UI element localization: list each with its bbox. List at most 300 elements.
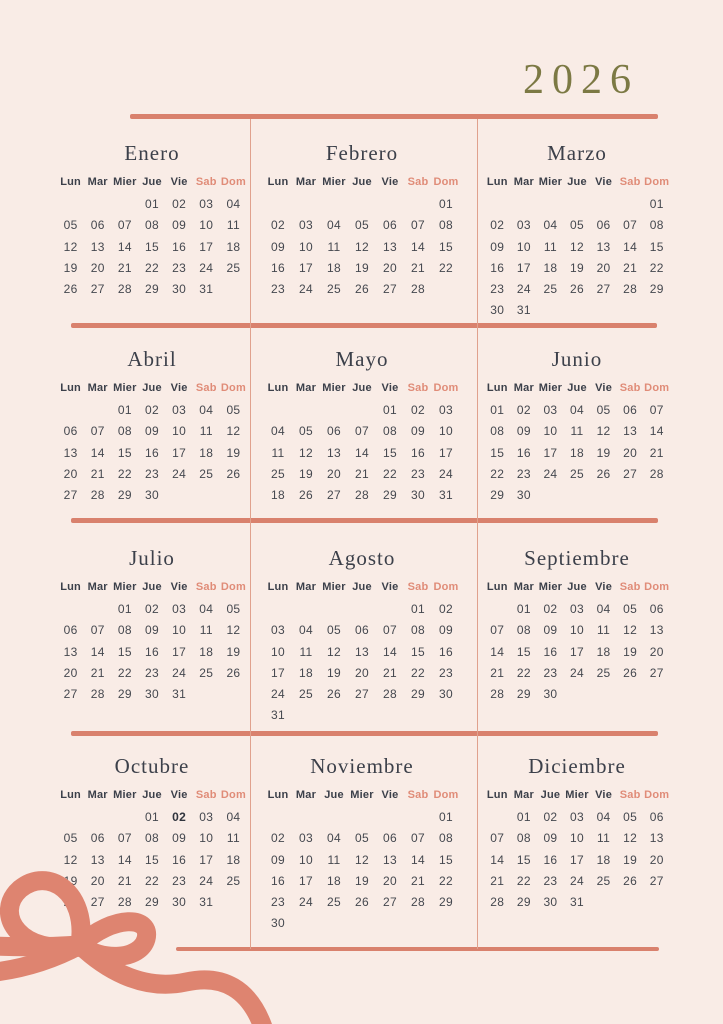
- week-row: [57, 279, 247, 300]
- weekday-label: Lun: [267, 382, 289, 394]
- week-row: [484, 850, 670, 871]
- date-cell: 19: [327, 665, 341, 680]
- weekday-label: Lun: [267, 581, 289, 593]
- weekday-label: Jue: [142, 581, 162, 593]
- date-cell: 05: [299, 424, 313, 439]
- weekday-label: Jue: [567, 382, 587, 394]
- date-cell: 29: [117, 488, 132, 503]
- date-cell: 02: [145, 602, 159, 616]
- date-cell: 21: [383, 665, 397, 680]
- weekday-label: Sab: [195, 789, 217, 801]
- date-cell: 09: [172, 218, 187, 233]
- weekday-label: Dom: [220, 176, 246, 188]
- date-cell: 11: [199, 623, 213, 638]
- date-cell: 23: [271, 895, 285, 910]
- date-cell: 25: [199, 466, 214, 481]
- date-cell: 11: [199, 424, 213, 439]
- month-title: Febrero: [325, 141, 399, 165]
- week-row: [264, 464, 460, 485]
- date-cell: 12: [327, 644, 341, 659]
- empty-cell: [511, 194, 538, 215]
- date-cell: 28: [117, 282, 132, 297]
- date-cell: 10: [570, 831, 584, 846]
- date-cell: 14: [90, 644, 105, 659]
- date-cell: 15: [145, 852, 159, 867]
- weekday-row: [484, 579, 670, 595]
- date-cell: 23: [271, 282, 285, 297]
- week-row: [264, 421, 460, 442]
- month-title: Julio: [129, 546, 175, 570]
- date-cell: 20: [90, 873, 105, 888]
- empty-cell: [348, 194, 376, 215]
- date-cell: 26: [63, 282, 78, 297]
- date-cell: 24: [199, 260, 214, 275]
- weekday-row: [57, 174, 247, 190]
- empty-cell: [292, 599, 320, 620]
- weekday-label: Sab: [195, 581, 217, 593]
- column-divider-2: [477, 119, 478, 949]
- week-row: [484, 871, 670, 892]
- weekday-label: Dom: [433, 581, 459, 593]
- weekday-label: Lun: [267, 176, 289, 188]
- date-cell: 01: [145, 810, 159, 824]
- empty-cell: [564, 194, 591, 215]
- empty-cell: [617, 684, 644, 705]
- weeks: [57, 194, 247, 300]
- month-title: Junio: [551, 347, 603, 371]
- month-febrero: [264, 138, 460, 300]
- date-cell: 22: [439, 260, 453, 275]
- week-row: [264, 485, 460, 506]
- date-cell: 26: [226, 466, 241, 481]
- date-cell: 07: [90, 623, 105, 638]
- week-row: [57, 620, 247, 641]
- date-cell: 12: [355, 852, 369, 867]
- date-cell: 16: [516, 445, 531, 460]
- date-cell: 29: [516, 687, 531, 702]
- date-cell: 09: [439, 623, 453, 638]
- empty-cell: [292, 705, 320, 726]
- date-cell: 25: [199, 665, 214, 680]
- date-cell: 27: [383, 282, 397, 297]
- weekday-label: Vie: [595, 581, 613, 593]
- date-cell: 27: [327, 488, 341, 503]
- date-cell: 14: [649, 424, 664, 439]
- date-cell: 29: [490, 488, 505, 503]
- date-cell: 03: [172, 403, 187, 417]
- date-cell: 12: [63, 852, 78, 867]
- date-cell: 03: [271, 623, 285, 638]
- date-cell: 06: [649, 810, 664, 824]
- date-cell: 15: [439, 852, 453, 867]
- date-cell: 15: [439, 239, 453, 254]
- empty-cell: [376, 807, 404, 828]
- empty-cell: [404, 194, 432, 215]
- date-cell: 18: [570, 445, 584, 460]
- weeks: [57, 599, 247, 705]
- weekday-label: Lun: [60, 581, 81, 593]
- empty-cell: [590, 485, 617, 506]
- date-cell: 10: [570, 623, 584, 638]
- month-junio: [484, 344, 670, 506]
- empty-cell: [564, 485, 591, 506]
- empty-cell: [348, 913, 376, 934]
- date-cell: 10: [299, 852, 313, 867]
- date-cell: 06: [63, 424, 78, 439]
- date-cell: 31: [271, 708, 285, 723]
- date-cell: 01: [516, 602, 531, 616]
- week-row: [57, 443, 247, 464]
- column-divider-1: [250, 119, 251, 949]
- date-cell: 17: [543, 445, 558, 460]
- date-cell: 10: [299, 239, 313, 254]
- empty-cell: [643, 485, 670, 506]
- week-row: [264, 684, 460, 705]
- weekday-label: Mier: [322, 581, 346, 593]
- date-cell: 22: [411, 665, 425, 680]
- divider-line-3: [71, 518, 658, 523]
- date-cell: 26: [596, 466, 611, 481]
- week-row: [264, 443, 460, 464]
- date-cell: 28: [490, 687, 505, 702]
- date-cell: 17: [199, 239, 214, 254]
- date-cell: 17: [199, 852, 214, 867]
- date-cell: 04: [327, 218, 341, 233]
- date-cell: 02: [145, 403, 159, 417]
- empty-cell: [320, 705, 348, 726]
- date-cell: 11: [327, 239, 341, 254]
- date-cell: 15: [516, 644, 531, 659]
- month-mayo: [264, 344, 460, 506]
- date-cell: 27: [623, 466, 638, 481]
- empty-cell: [643, 684, 670, 705]
- date-cell: 22: [117, 466, 132, 481]
- week-row: [484, 194, 670, 215]
- date-cell: 25: [299, 687, 313, 702]
- weekday-label: Sab: [619, 789, 641, 801]
- date-cell: 06: [63, 623, 78, 638]
- weekday-label: Dom: [220, 382, 246, 394]
- date-cell: 02: [271, 831, 285, 846]
- date-cell: 30: [439, 687, 453, 702]
- date-cell: 13: [383, 852, 397, 867]
- date-cell: 07: [649, 403, 664, 417]
- empty-cell: [320, 400, 348, 421]
- date-cell: 23: [145, 466, 159, 481]
- date-cell: 01: [117, 602, 132, 616]
- week-row: [484, 807, 670, 828]
- date-cell: 15: [490, 445, 505, 460]
- date-cell: 01: [383, 403, 397, 417]
- date-cell: 12: [226, 424, 241, 439]
- date-cell: 06: [383, 831, 397, 846]
- date-cell: 10: [172, 424, 187, 439]
- date-cell: 30: [516, 488, 531, 503]
- date-cell: 09: [145, 623, 159, 638]
- date-cell: 30: [543, 687, 558, 702]
- date-cell: 07: [490, 623, 505, 638]
- date-cell: 28: [411, 895, 425, 910]
- date-cell: 16: [271, 873, 285, 888]
- date-cell: 15: [516, 852, 531, 867]
- date-cell: 23: [145, 665, 159, 680]
- date-cell: 31: [199, 895, 214, 910]
- week-row: [264, 828, 460, 849]
- empty-cell: [264, 194, 292, 215]
- date-cell: 13: [90, 852, 105, 867]
- date-cell: 15: [117, 644, 132, 659]
- date-cell: 21: [490, 873, 505, 888]
- empty-cell: [376, 913, 404, 934]
- empty-cell: [264, 400, 292, 421]
- date-cell: 13: [649, 831, 664, 846]
- date-cell: 18: [596, 644, 611, 659]
- date-cell: 17: [516, 260, 531, 275]
- date-cell: 05: [623, 602, 638, 616]
- weekday-label: Vie: [170, 176, 188, 188]
- date-cell: 19: [596, 445, 611, 460]
- date-cell: 21: [623, 260, 638, 275]
- date-cell: 27: [649, 665, 664, 680]
- date-cell: 07: [90, 424, 105, 439]
- date-cell: 25: [570, 466, 584, 481]
- empty-cell: [220, 279, 247, 300]
- weekday-row: [264, 174, 460, 190]
- weeks: [264, 599, 460, 727]
- date-cell: 25: [596, 665, 611, 680]
- weekday-label: Lun: [486, 176, 508, 188]
- date-cell: 04: [596, 602, 611, 616]
- date-cell: 11: [299, 644, 313, 659]
- date-cell: 26: [299, 488, 313, 503]
- date-cell: 03: [516, 218, 531, 233]
- weekday-label: Vie: [595, 382, 613, 394]
- date-cell: 10: [516, 239, 531, 254]
- week-row: [264, 663, 460, 684]
- date-cell: 24: [271, 687, 285, 702]
- empty-cell: [264, 599, 292, 620]
- weekday-label: Vie: [381, 382, 399, 394]
- date-cell: 01: [516, 810, 531, 824]
- date-cell: 30: [543, 895, 558, 910]
- date-cell: 20: [327, 466, 341, 481]
- weekday-label: Jue: [352, 176, 372, 188]
- date-cell: 18: [543, 260, 558, 275]
- week-row: [484, 642, 670, 663]
- date-cell: 23: [411, 466, 425, 481]
- empty-cell: [404, 807, 432, 828]
- date-cell: 06: [383, 218, 397, 233]
- date-cell: 08: [516, 623, 531, 638]
- date-cell: 26: [226, 665, 241, 680]
- week-row: [57, 464, 247, 485]
- date-cell: 06: [596, 218, 611, 233]
- date-cell: 28: [117, 895, 132, 910]
- date-cell: 16: [145, 644, 159, 659]
- date-cell: 13: [63, 445, 78, 460]
- weekday-label: Vie: [170, 382, 188, 394]
- date-cell: 05: [226, 403, 241, 417]
- weekday-label: Mier: [322, 176, 346, 188]
- date-cell: 02: [172, 810, 187, 824]
- weekday-label: Mier: [538, 176, 563, 188]
- weekday-label: Jue: [567, 581, 587, 593]
- date-cell: 21: [90, 665, 105, 680]
- empty-cell: [537, 485, 564, 506]
- date-cell: 19: [355, 873, 369, 888]
- date-cell: 11: [271, 445, 285, 460]
- date-cell: 25: [543, 282, 558, 297]
- week-row: [484, 485, 670, 506]
- date-cell: 21: [355, 466, 369, 481]
- weekday-label: Mar: [513, 382, 534, 394]
- date-cell: 24: [516, 282, 531, 297]
- empty-cell: [537, 300, 564, 321]
- week-row: [484, 892, 670, 913]
- date-cell: 11: [597, 831, 611, 846]
- date-cell: 30: [490, 303, 505, 318]
- date-cell: 30: [145, 488, 159, 503]
- date-cell: 22: [439, 873, 453, 888]
- empty-cell: [111, 194, 138, 215]
- weekday-label: Vie: [381, 789, 399, 801]
- weekday-label: Lun: [267, 789, 289, 801]
- date-cell: 30: [172, 895, 187, 910]
- date-cell: 20: [649, 852, 664, 867]
- date-cell: 17: [570, 852, 584, 867]
- weekday-label: Mier: [113, 176, 137, 188]
- weekday-label: Jue: [540, 789, 561, 801]
- date-cell: 10: [172, 623, 187, 638]
- date-cell: 19: [63, 260, 78, 275]
- date-cell: 22: [490, 466, 505, 481]
- date-cell: 29: [145, 895, 159, 910]
- date-cell: 13: [327, 445, 341, 460]
- date-cell: 11: [226, 831, 240, 846]
- week-row: [484, 400, 670, 421]
- date-cell: 29: [145, 282, 159, 297]
- empty-cell: [57, 599, 84, 620]
- weekday-label: Vie: [381, 176, 399, 188]
- month-title: Marzo: [547, 141, 607, 165]
- date-cell: 03: [172, 602, 187, 616]
- date-cell: 28: [490, 895, 505, 910]
- ribbon-bow-decoration: [0, 852, 300, 1024]
- date-cell: 30: [271, 916, 285, 931]
- divider-line-top: [130, 114, 658, 119]
- date-cell: 13: [90, 239, 105, 254]
- month-title: Noviembre: [310, 754, 414, 778]
- date-cell: 28: [411, 282, 425, 297]
- date-cell: 20: [383, 260, 397, 275]
- empty-cell: [84, 599, 111, 620]
- date-cell: 27: [649, 873, 664, 888]
- week-row: [57, 599, 247, 620]
- date-cell: 08: [117, 623, 132, 638]
- week-row: [484, 828, 670, 849]
- week-row: [57, 807, 247, 828]
- date-cell: 14: [383, 644, 397, 659]
- date-cell: 08: [145, 831, 159, 846]
- date-cell: 24: [172, 466, 187, 481]
- weekday-label: Jue: [142, 176, 162, 188]
- weeks: [484, 194, 670, 322]
- empty-cell: [348, 599, 376, 620]
- date-cell: 07: [117, 831, 132, 846]
- date-cell: 08: [383, 424, 397, 439]
- date-cell: 20: [596, 260, 611, 275]
- date-cell: 15: [411, 644, 425, 659]
- date-cell: 12: [623, 831, 638, 846]
- date-cell: 14: [90, 445, 105, 460]
- date-cell: 01: [145, 197, 159, 211]
- date-cell: 25: [226, 873, 241, 888]
- weekday-row: [484, 787, 670, 803]
- weekday-label: Vie: [170, 789, 188, 801]
- date-cell: 02: [516, 403, 531, 417]
- empty-cell: [432, 705, 460, 726]
- date-cell: 15: [145, 239, 159, 254]
- date-cell: 03: [543, 403, 558, 417]
- date-cell: 15: [649, 239, 664, 254]
- weeks: [484, 807, 670, 913]
- week-row: [264, 642, 460, 663]
- date-cell: 08: [145, 218, 159, 233]
- date-cell: 16: [411, 445, 425, 460]
- date-cell: 21: [649, 445, 664, 460]
- date-cell: 20: [90, 260, 105, 275]
- empty-cell: [111, 807, 138, 828]
- date-cell: 28: [383, 687, 397, 702]
- divider-line-2: [71, 323, 657, 328]
- date-cell: 31: [516, 303, 531, 318]
- date-cell: 25: [327, 895, 341, 910]
- date-cell: 14: [117, 852, 132, 867]
- date-cell: 28: [649, 466, 664, 481]
- date-cell: 27: [355, 687, 369, 702]
- date-cell: 23: [543, 665, 558, 680]
- date-cell: 04: [299, 623, 313, 638]
- date-cell: 25: [596, 873, 611, 888]
- date-cell: 17: [570, 644, 584, 659]
- date-cell: 29: [383, 488, 397, 503]
- weekday-label: Mier: [113, 581, 137, 593]
- date-cell: 21: [117, 260, 132, 275]
- date-cell: 16: [145, 445, 159, 460]
- date-cell: 17: [172, 644, 187, 659]
- week-row: [264, 620, 460, 641]
- date-cell: 11: [226, 218, 240, 233]
- weekday-label: Lun: [60, 789, 81, 801]
- weekday-label: Dom: [433, 176, 459, 188]
- date-cell: 06: [90, 831, 105, 846]
- weeks: [57, 400, 247, 506]
- date-cell: 26: [570, 282, 584, 297]
- date-cell: 04: [327, 831, 341, 846]
- week-row: [484, 258, 670, 279]
- date-cell: 22: [649, 260, 664, 275]
- date-cell: 14: [623, 239, 638, 254]
- date-cell: 31: [172, 687, 187, 702]
- date-cell: 19: [570, 260, 584, 275]
- date-cell: 11: [570, 424, 584, 439]
- empty-cell: [348, 705, 376, 726]
- date-cell: 21: [411, 260, 425, 275]
- date-cell: 12: [226, 623, 241, 638]
- date-cell: 13: [649, 623, 664, 638]
- date-cell: 12: [355, 239, 369, 254]
- empty-cell: [617, 300, 644, 321]
